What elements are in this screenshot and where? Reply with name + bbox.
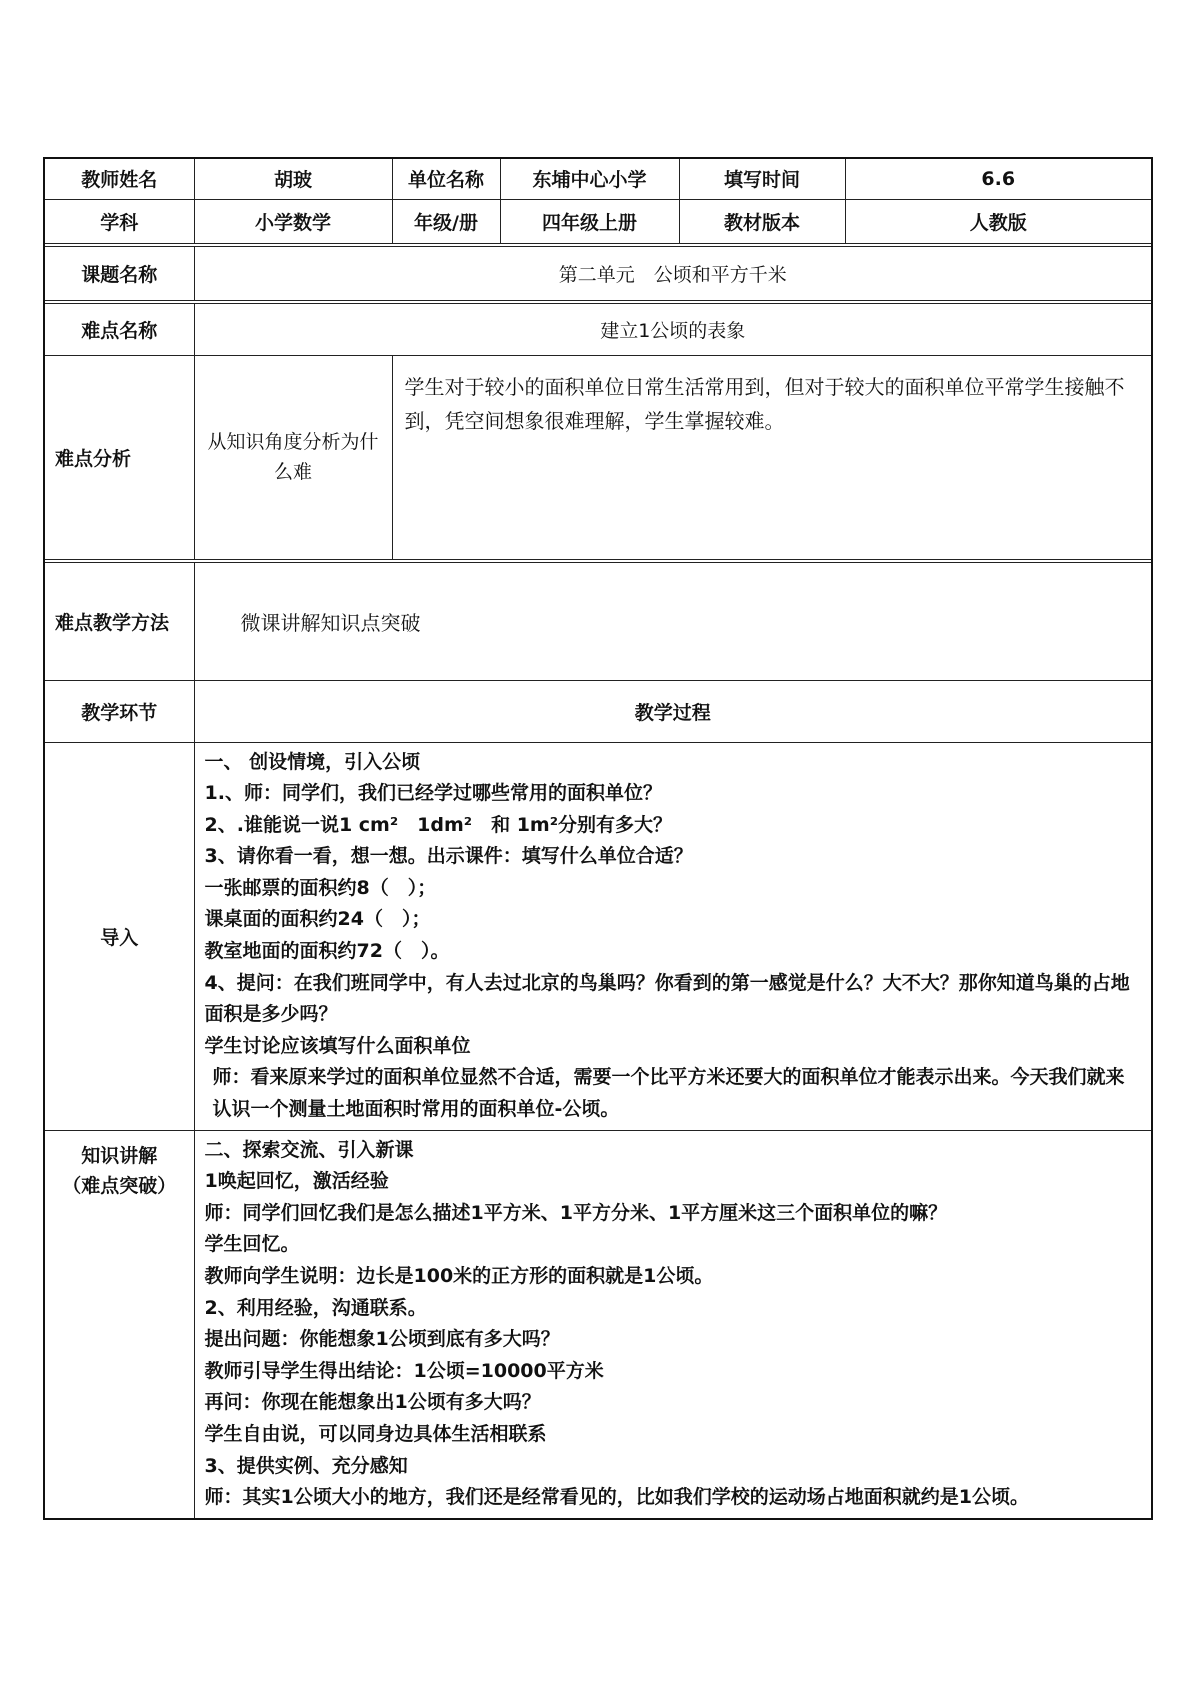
knowledge-line: 1唤起回忆，激活经验 <box>204 1170 389 1193</box>
analysis-row <box>44 355 1152 559</box>
knowledge-line: 2、利用经验，沟通联系。 <box>204 1296 427 1319</box>
knowledge-line: 提出问题：你能想象1公顷到底有多大吗？ <box>204 1328 560 1351</box>
difficulty-row <box>44 303 1152 355</box>
knowledge-line: 3、提供实例、充分感知 <box>204 1454 408 1477</box>
knowledge-line: 学生回忆。 <box>204 1233 300 1256</box>
date-label: 填写时间 <box>679 158 845 199</box>
lesson-plan-table <box>43 157 1151 1520</box>
edition-value: 人教版 <box>845 199 1152 243</box>
knowledge-label-sub: （难点突破） <box>62 1174 177 1197</box>
topic-value: 第二单元 公顷和平方千米 <box>194 246 1152 300</box>
process-header: 教学过程 <box>194 680 1152 742</box>
intro-line: 1.、师：同学们，我们已经学过哪些常用的面积单位？ <box>204 782 662 805</box>
knowledge-content <box>194 1130 1152 1519</box>
grade-label: 年级/册 <box>392 199 500 243</box>
process-header-row <box>44 680 1152 742</box>
intro-line: 教室地面的面积约72（ ）。 <box>204 940 450 963</box>
topic-label: 课题名称 <box>44 246 194 300</box>
intro-line: 师：看来原来学过的面积单位显然不合适，需要一个比平方米还要大的面积单位才能表示出来。今天我们就来认识一个测量土地面积时常用的面积单位-公顷。 <box>212 1066 1125 1121</box>
header-row-1 <box>44 158 1152 199</box>
difficulty-value: 建立1公顷的表象 <box>194 303 1152 355</box>
knowledge-label-cell <box>44 1130 194 1519</box>
intro-line: 3、请你看一看，想一想。出示课件：填写什么单位合适？ <box>204 845 693 868</box>
knowledge-label: 知识讲解 <box>81 1144 158 1167</box>
unit-value: 东埔中心小学 <box>500 158 679 199</box>
intro-line: 学生讨论应该填写什么面积单位 <box>204 1034 471 1057</box>
intro-line: 课桌面的面积约24（ ）； <box>204 908 431 931</box>
analysis-text: 学生对于较小的面积单位日常生活常用到，但对于较大的面积单位平常学生接触不到，凭空间想象很难理解，学生掌握较难。 <box>392 355 1152 559</box>
intro-row <box>44 742 1152 1130</box>
knowledge-line: 学生自由说，可以同身边具体生活相联系 <box>204 1422 547 1445</box>
teacher-label: 教师姓名 <box>44 158 194 199</box>
subject-label: 学科 <box>44 199 194 243</box>
analysis-sub-label: 从知识角度分析为什么难 <box>194 355 392 559</box>
knowledge-line: 二、探索交流、引入新课 <box>204 1138 414 1161</box>
knowledge-line: 师：其实1公顷大小的地方，我们还是经常看见的，比如我们学校的运动场占地面积就约是1公顷。 <box>204 1486 1029 1509</box>
edition-label: 教材版本 <box>679 199 845 243</box>
method-row <box>44 562 1152 680</box>
knowledge-row <box>44 1130 1152 1519</box>
grade-value: 四年级上册 <box>500 199 679 243</box>
subject-value: 小学数学 <box>194 199 392 243</box>
stage-header: 教学环节 <box>44 680 194 742</box>
intro-content <box>194 742 1152 1130</box>
unit-label: 单位名称 <box>392 158 500 199</box>
knowledge-line: 再问：你现在能想象出1公顷有多大吗？ <box>204 1391 541 1414</box>
topic-row <box>44 246 1152 300</box>
intro-line: 4、提问：在我们班同学中，有人去过北京的鸟巢吗？你看到的第一感觉是什么？大不大？那你知道鸟巢的占地面积是多少吗？ <box>204 971 1130 1026</box>
knowledge-line: 师：同学们回忆我们是怎么描述1平方米、1平方分米、1平方厘米这三个面积单位的嘛？ <box>204 1201 948 1224</box>
header-row-2 <box>44 199 1152 243</box>
date-value: 6.6 <box>845 158 1152 199</box>
analysis-label: 难点分析 <box>44 355 194 559</box>
knowledge-line: 教师引导学生得出结论：1公顷=10000平方米 <box>204 1359 604 1382</box>
teacher-value: 胡玻 <box>194 158 392 199</box>
knowledge-line: 教师向学生说明：边长是100米的正方形的面积就是1公顷。 <box>204 1265 714 1287</box>
method-value: 微课讲解知识点突破 <box>194 562 1152 680</box>
method-label: 难点教学方法 <box>44 562 194 680</box>
lesson-plan-grid <box>43 157 1153 1520</box>
difficulty-label: 难点名称 <box>44 303 194 355</box>
intro-label: 导入 <box>44 742 194 1130</box>
intro-line: 一张邮票的面积约8（ ）； <box>204 876 437 899</box>
intro-line: 2、.谁能说一说1 cm² 1dm² 和 1m²分别有多大？ <box>204 813 673 836</box>
intro-line: 一、 创设情境，引入公顷 <box>204 750 421 773</box>
